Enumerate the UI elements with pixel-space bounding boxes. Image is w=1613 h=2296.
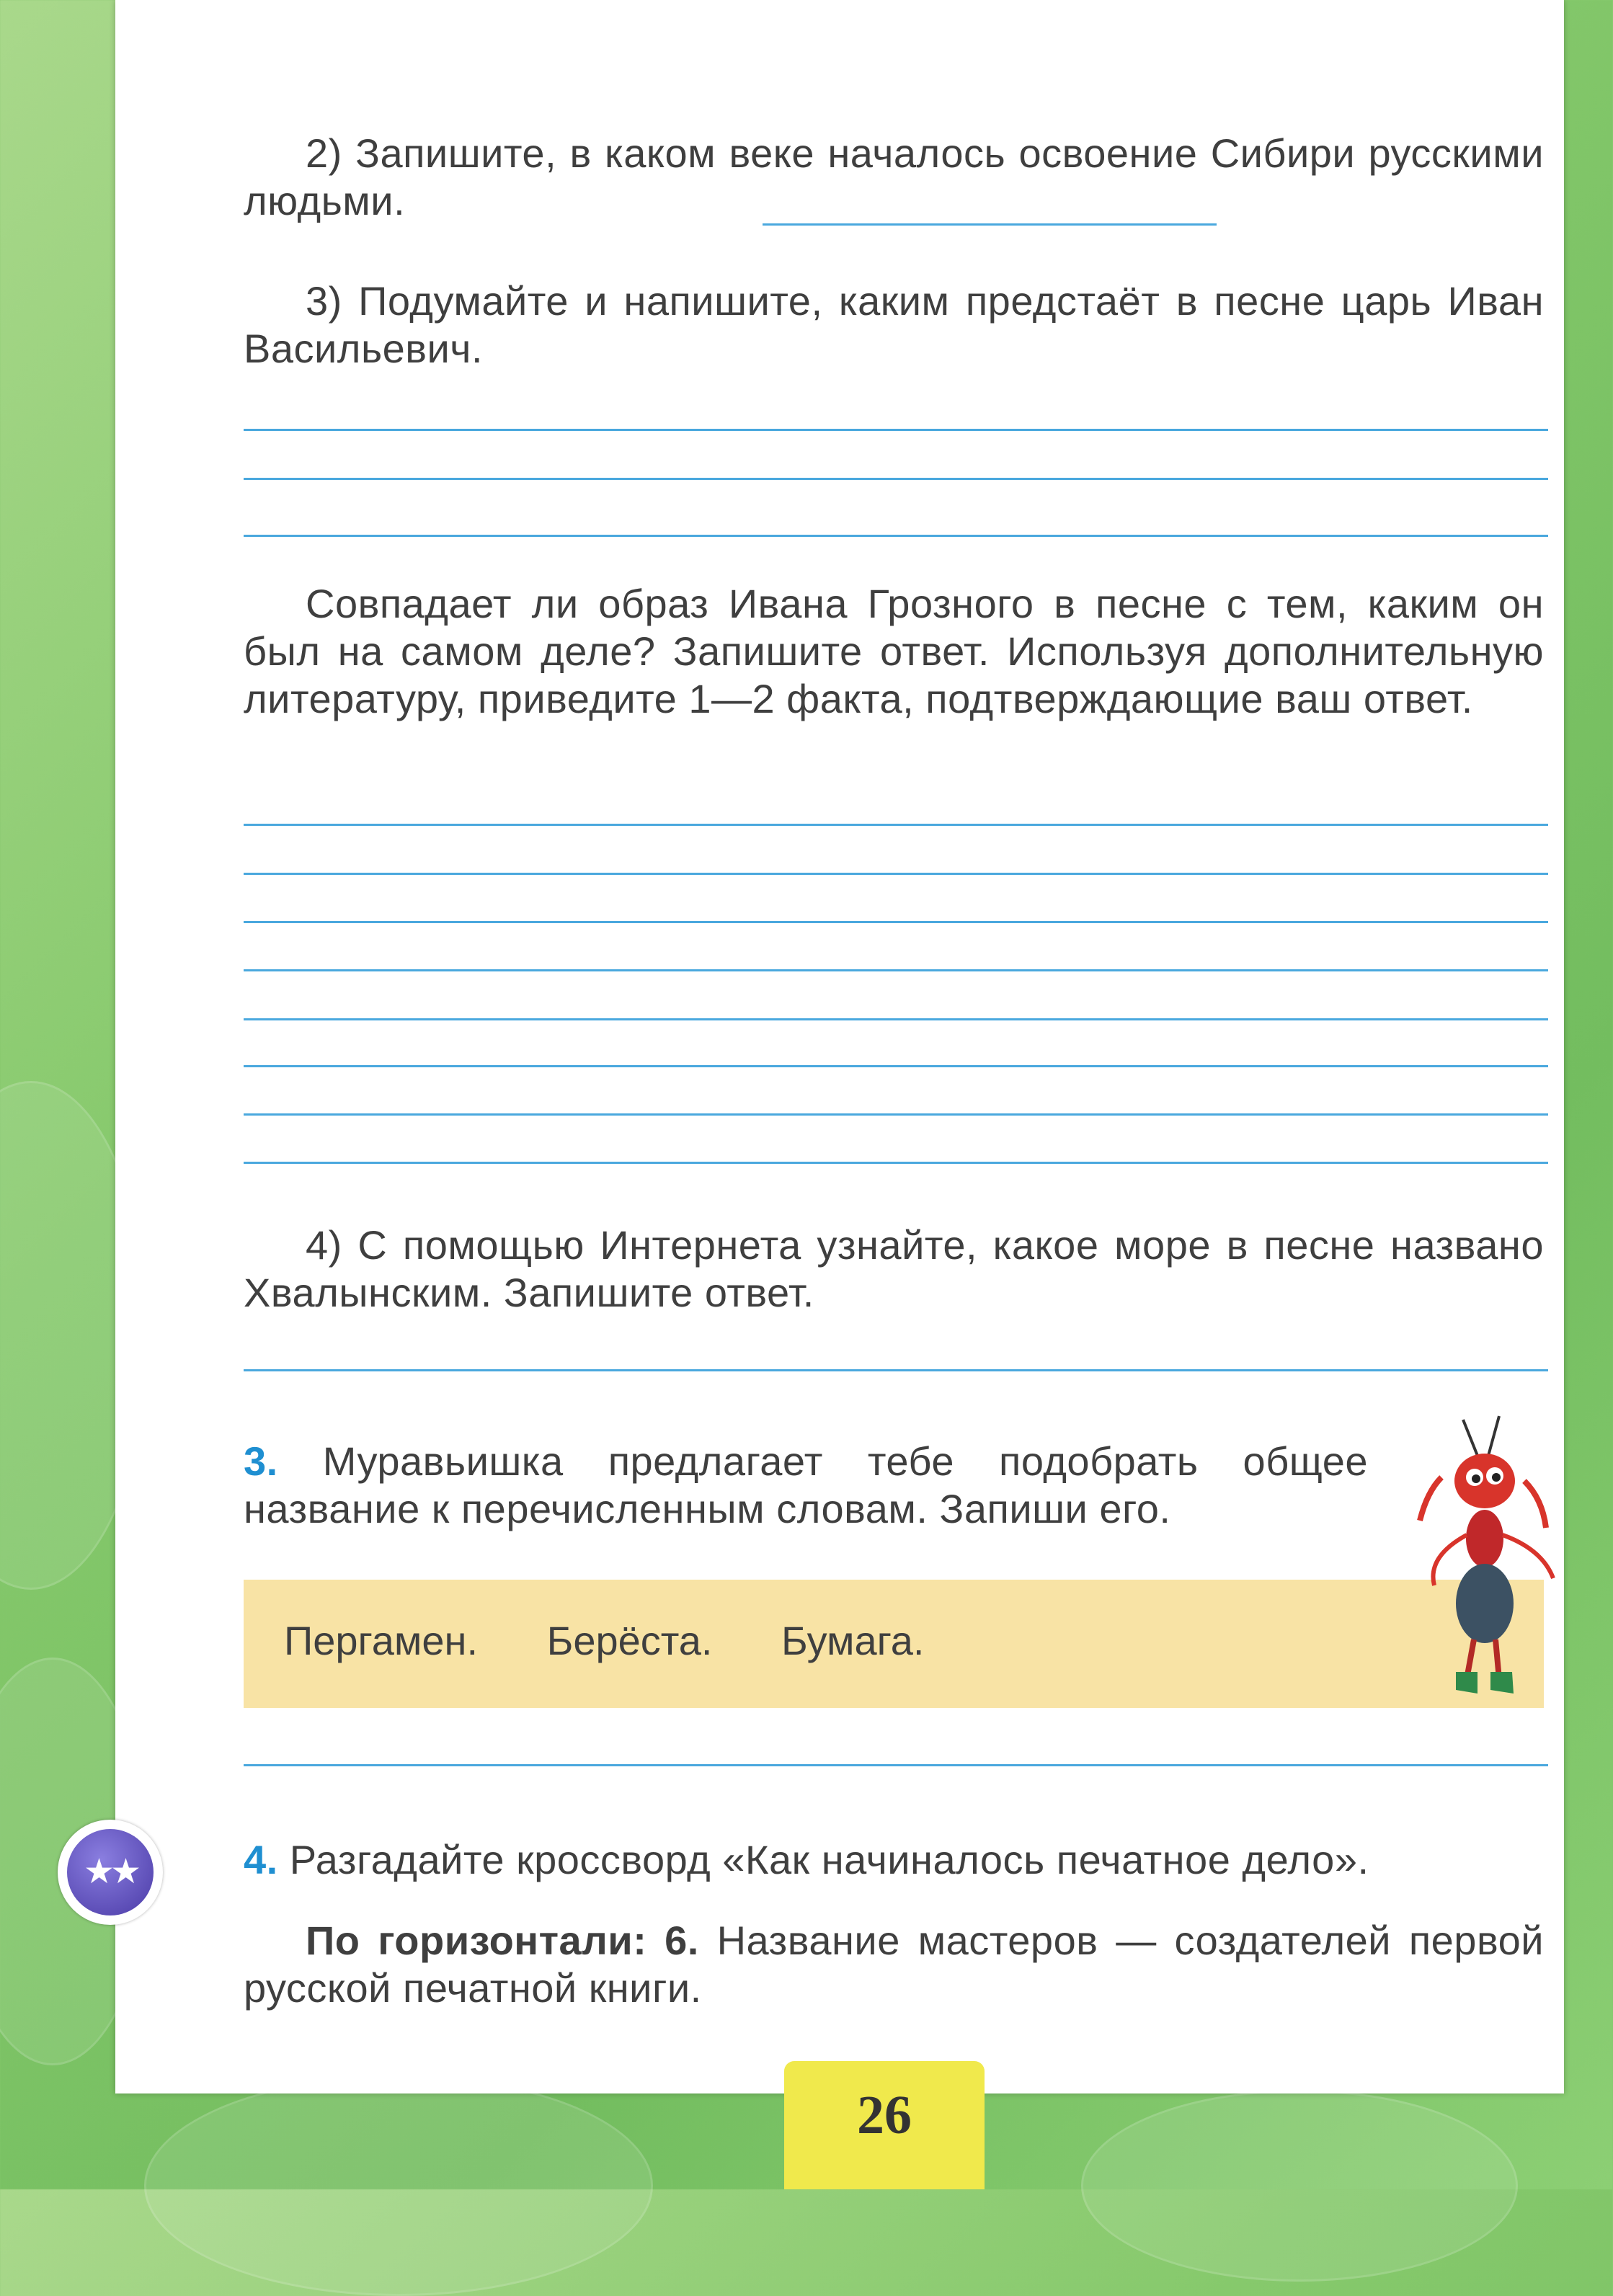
- answer-line[interactable]: [244, 1369, 1548, 1371]
- task-4-number: 4.: [244, 1837, 278, 1882]
- leaf-decoration: [144, 2075, 653, 2296]
- clue-label: По горизонтали: 6.: [306, 1918, 699, 1963]
- task-4: [244, 1836, 1544, 1884]
- word-list: [284, 1617, 982, 1664]
- task-3-number: 3.: [244, 1438, 278, 1484]
- question-3-text: 3) Подумайте и напишите, каким предстаёт в песне царь Иван Васильевич.: [244, 278, 1544, 371]
- word-list-box: [244, 1580, 1544, 1708]
- answer-line[interactable]: [244, 1113, 1548, 1116]
- answer-line[interactable]: [244, 1018, 1548, 1020]
- answer-line[interactable]: [763, 223, 1217, 226]
- answer-line[interactable]: [244, 921, 1548, 923]
- question-4-text: 4) С помощью Интернета узнайте, какое море в песне названо Хвалынским. Запишите ответ.: [244, 1222, 1544, 1315]
- question-3: [244, 277, 1544, 373]
- leaf-decoration: [1081, 2090, 1518, 2282]
- answer-line[interactable]: [244, 429, 1548, 431]
- task-4-text: Разгадайте кроссворд «Как начиналось печатное дело».: [289, 1837, 1369, 1882]
- page-number: 26: [784, 2061, 985, 2189]
- task-3-text: Муравьишка предлагает тебе подобрать общее название к перечисленным словам. Запиши его.: [244, 1438, 1368, 1531]
- answer-line[interactable]: [244, 1162, 1548, 1164]
- word-item: Пергамен.: [284, 1618, 479, 1663]
- answer-line[interactable]: [244, 1764, 1548, 1766]
- answer-line[interactable]: [244, 824, 1548, 826]
- word-item: Бумага.: [781, 1618, 925, 1663]
- answer-line[interactable]: [244, 873, 1548, 875]
- question-4: [244, 1222, 1544, 1317]
- question-2-text: 2) Запишите, в каком веке началось освоение Сибири русскими людьми.: [244, 130, 1544, 223]
- difficulty-stars-badge: [58, 1820, 163, 1925]
- question-3-followup: [244, 580, 1544, 723]
- stars-icon: ★★: [67, 1829, 154, 1915]
- task-4-clue: [244, 1917, 1544, 2012]
- clue-text: Название мастеров — создателей первой русской печатной книги.: [244, 1918, 1545, 2011]
- question-3-followup-text: Совпадает ли образ Ивана Грозного в песне с тем, каким он был на самом деле? Запишите ответ. Используя дополнительную литературу, приведите 1—2 факта, подтверждающие ваш ответ.: [244, 581, 1544, 721]
- answer-line[interactable]: [244, 535, 1548, 537]
- task-3: [244, 1438, 1368, 1533]
- question-2: [244, 130, 1544, 225]
- answer-line[interactable]: [244, 1065, 1548, 1067]
- answer-line[interactable]: [244, 478, 1548, 480]
- answer-line[interactable]: [244, 969, 1548, 971]
- ant-mascot-illustration: [1398, 1412, 1564, 1701]
- word-item: Берёста.: [546, 1618, 713, 1663]
